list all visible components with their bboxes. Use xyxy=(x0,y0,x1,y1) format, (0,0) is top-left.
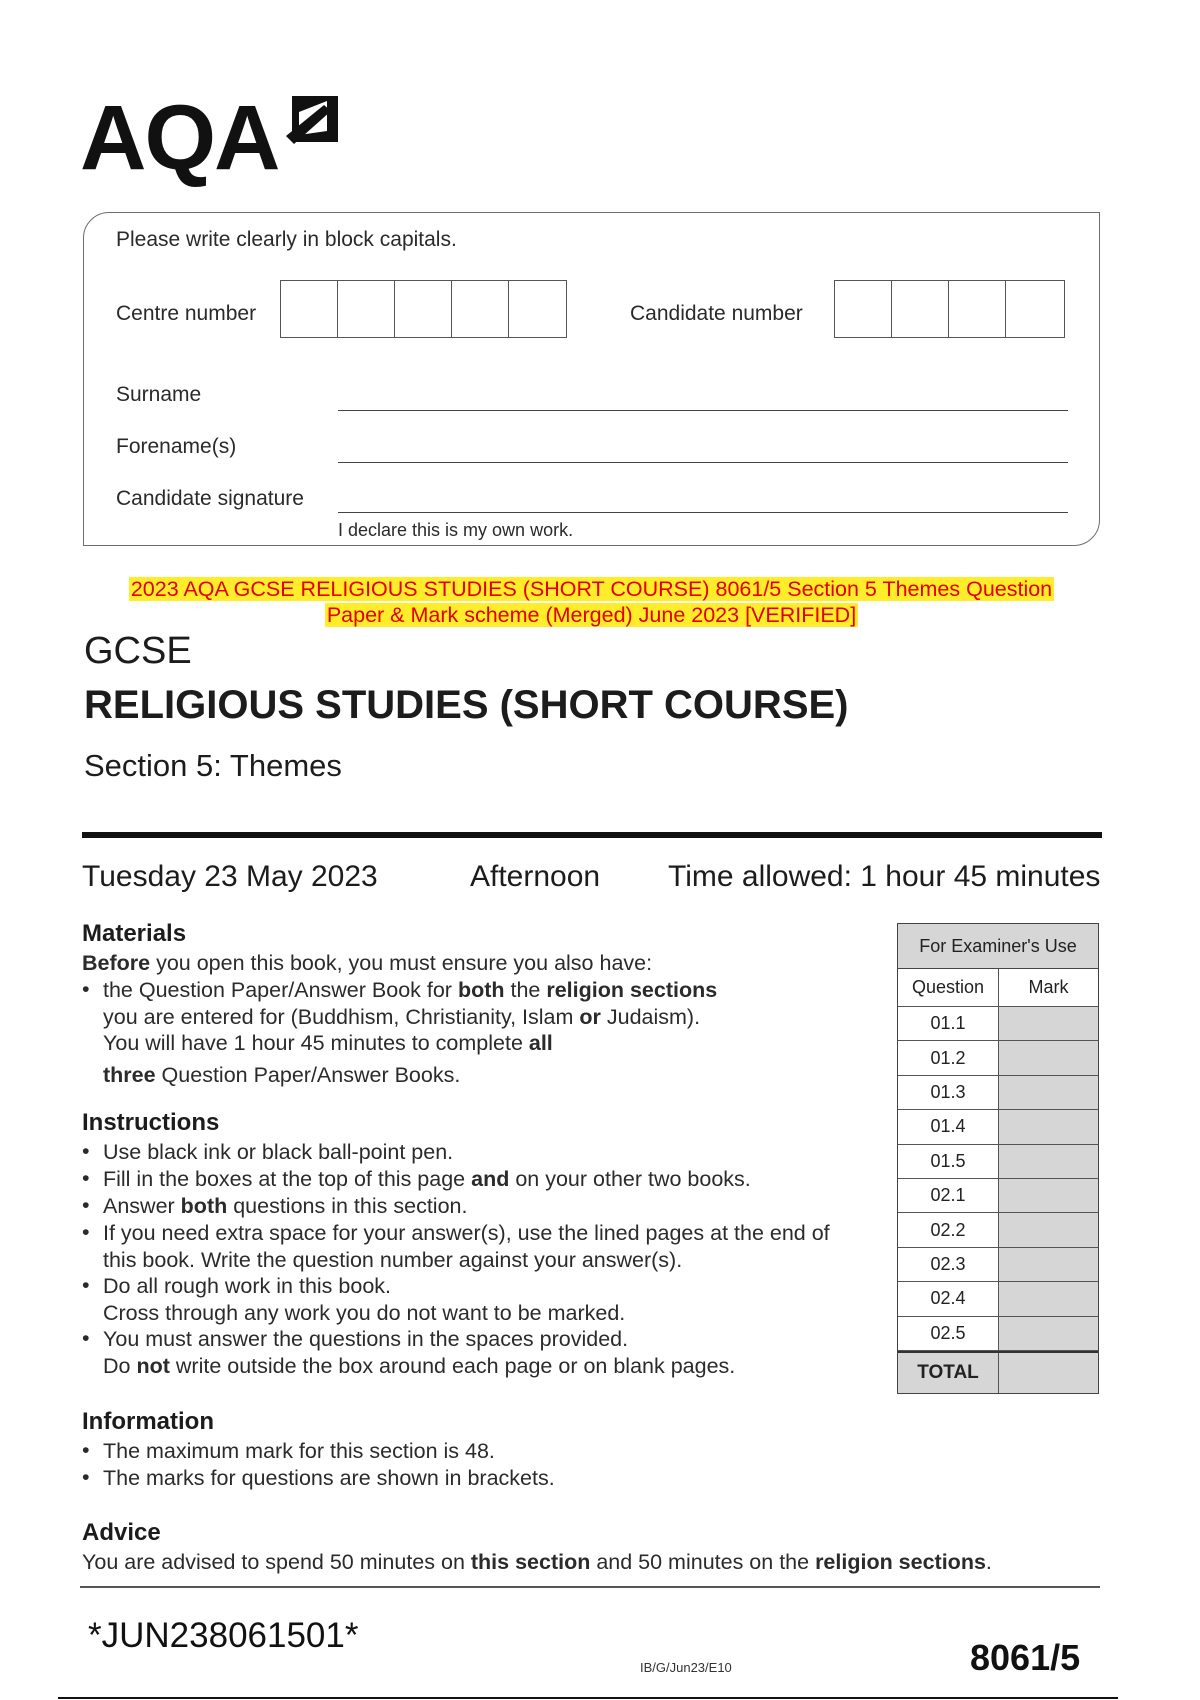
bullet: • xyxy=(82,1193,90,1217)
table-row xyxy=(898,1248,1098,1282)
candidate-number-label: Candidate number xyxy=(630,302,803,325)
text-span: You will have 1 hour 45 minutes to complete xyxy=(103,1031,529,1055)
mark-cell[interactable] xyxy=(999,1145,1098,1178)
question-number: 01.4 xyxy=(898,1110,999,1143)
mark-column-header: Mark xyxy=(999,969,1098,1006)
mark-cell[interactable] xyxy=(999,1076,1098,1109)
text-span: the xyxy=(504,978,547,1002)
text-span: . xyxy=(985,1550,992,1574)
bullet: • xyxy=(82,1220,90,1244)
mark-cell[interactable] xyxy=(999,1213,1098,1246)
materials-intro-bold: Before xyxy=(82,951,151,975)
instruction-item xyxy=(103,1326,735,1379)
text-span: Cross through any work you do not want to be marked. xyxy=(103,1300,626,1325)
materials-intro xyxy=(82,950,652,977)
digit-box[interactable] xyxy=(1006,281,1063,337)
text-span: both xyxy=(180,1194,228,1218)
table-row xyxy=(898,1041,1098,1075)
bullet: • xyxy=(82,1438,90,1462)
qualification-title: GCSE xyxy=(84,630,192,672)
paper-reference: IB/G/Jun23/E10 xyxy=(640,1660,732,1675)
text-span: You must answer the questions in the spaces provided. xyxy=(103,1327,629,1351)
text-span: Fill in the boxes at the top of this page xyxy=(103,1167,472,1191)
forenames-label: Forename(s) xyxy=(116,435,237,458)
digit-box[interactable] xyxy=(509,281,566,337)
text-span: on your other two books. xyxy=(509,1167,751,1191)
bullet: • xyxy=(82,1465,90,1489)
text-span: Answer xyxy=(103,1194,181,1218)
text-span: or xyxy=(579,1004,601,1029)
digit-box[interactable] xyxy=(281,281,338,337)
question-number: 02.2 xyxy=(898,1213,999,1246)
surname-field[interactable] xyxy=(338,410,1068,411)
table-row xyxy=(898,1110,1098,1144)
examiners-use-header: For Examiner's Use xyxy=(898,924,1098,969)
text-span: and 50 minutes on the xyxy=(590,1550,816,1574)
title-divider xyxy=(82,832,1102,838)
table-row xyxy=(898,1007,1098,1041)
mark-cell[interactable] xyxy=(999,1110,1098,1143)
highlighted-paper-title xyxy=(83,576,1100,628)
footer-divider xyxy=(80,1586,1100,1588)
question-number: 01.5 xyxy=(898,1145,999,1178)
text-span: If you need extra space for your answer(s), use the lined pages at the end of xyxy=(103,1221,830,1245)
table-row xyxy=(898,1282,1098,1316)
bullet: • xyxy=(82,1166,90,1190)
digit-box[interactable] xyxy=(835,281,892,337)
time-allowed: Time allowed: 1 hour 45 minutes xyxy=(668,860,1101,893)
digit-box[interactable] xyxy=(452,281,509,337)
centre-number-label: Centre number xyxy=(116,302,257,325)
bullet: • xyxy=(82,1326,90,1350)
table-row xyxy=(898,1145,1098,1179)
text-span: this section xyxy=(470,1550,591,1574)
surname-label: Surname xyxy=(116,383,202,406)
text-span: Do xyxy=(103,1353,137,1378)
exam-date: Tuesday 23 May 2023 xyxy=(82,860,378,893)
mark-cell[interactable] xyxy=(999,1317,1098,1350)
materials-intro-rest: you open this book, you must ensure you also have: xyxy=(150,951,653,975)
aqa-tick-square-icon xyxy=(284,92,342,150)
materials-heading: Materials xyxy=(82,920,187,947)
section-title: Section 5: Themes xyxy=(84,748,342,783)
table-row xyxy=(898,1179,1098,1213)
information-heading: Information xyxy=(82,1408,214,1435)
question-column-header: Question xyxy=(898,969,999,1006)
question-number: 02.5 xyxy=(898,1317,999,1350)
text-span: Judaism). xyxy=(600,1004,701,1029)
text-span: and xyxy=(471,1167,510,1191)
subject-title: RELIGIOUS STUDIES (SHORT COURSE) xyxy=(84,683,849,727)
paper-code: 8061/5 xyxy=(970,1637,1081,1678)
text-span: you are entered for (Buddhism, Christianity, Islam xyxy=(103,1004,580,1029)
text-span: questions in this section. xyxy=(227,1194,468,1218)
bullet: • xyxy=(82,977,90,1001)
highlight-line-2: Paper & Mark scheme (Merged) June 2023 [VERIFIED] xyxy=(326,603,857,627)
text-span: religion sections xyxy=(546,978,718,1002)
text-span: the Question Paper/Answer Book for xyxy=(103,978,458,1002)
aqa-logo: AQA xyxy=(80,87,279,189)
table-header-row xyxy=(898,969,1098,1007)
mark-cell[interactable] xyxy=(999,1007,1098,1040)
text-span: write outside the box around each page or on blank pages. xyxy=(169,1353,736,1378)
total-row xyxy=(898,1351,1098,1393)
question-number: 02.1 xyxy=(898,1179,999,1212)
text-span: Do all rough work in this book. xyxy=(103,1274,392,1298)
centre-number-field[interactable] xyxy=(280,280,567,338)
exam-session: Afternoon xyxy=(470,860,601,893)
information-item: The maximum mark for this section is 48. xyxy=(103,1439,495,1463)
information-item: The marks for questions are shown in brackets. xyxy=(103,1466,555,1490)
digit-box[interactable] xyxy=(949,281,1006,337)
instruction-item xyxy=(103,1193,467,1220)
question-number: 01.2 xyxy=(898,1041,999,1074)
instruction-item xyxy=(103,1220,830,1273)
examiners-use-table xyxy=(897,923,1099,1394)
highlight-line-1: 2023 AQA GCSE RELIGIOUS STUDIES (SHORT COURSE) 8061/5 Section 5 Themes Question xyxy=(130,577,1053,601)
advice-text xyxy=(82,1549,992,1576)
mark-cell[interactable] xyxy=(999,1179,1098,1212)
total-mark-cell[interactable] xyxy=(999,1353,1098,1393)
page-bottom-rule xyxy=(58,1697,1118,1699)
text-span: all xyxy=(528,1031,553,1055)
bullet: • xyxy=(82,1273,90,1297)
signature-field[interactable] xyxy=(338,512,1068,513)
digit-box[interactable] xyxy=(395,281,452,337)
digit-box[interactable] xyxy=(892,281,949,337)
bullet: • xyxy=(82,1139,90,1163)
signature-label: Candidate signature xyxy=(116,487,304,510)
barcode-code: *JUN238061501* xyxy=(88,1616,359,1655)
digit-box[interactable] xyxy=(338,281,395,337)
candidate-number-field[interactable] xyxy=(834,280,1065,338)
instruction-item xyxy=(103,1273,625,1326)
mark-cell[interactable] xyxy=(999,1282,1098,1315)
table-row xyxy=(898,1213,1098,1247)
text-span: You are advised to spend 50 minutes on xyxy=(82,1550,471,1574)
materials-item xyxy=(103,977,717,1088)
mark-cell[interactable] xyxy=(999,1248,1098,1281)
question-number: 01.1 xyxy=(898,1007,999,1040)
table-row xyxy=(898,1076,1098,1110)
block-capitals-instruction: Please write clearly in block capitals. xyxy=(116,228,457,251)
question-number: 02.3 xyxy=(898,1248,999,1281)
text-span: both xyxy=(457,978,505,1002)
question-number: 02.4 xyxy=(898,1282,999,1315)
question-number: 01.3 xyxy=(898,1076,999,1109)
text-span: three xyxy=(103,1062,156,1087)
mark-cell[interactable] xyxy=(999,1041,1098,1074)
table-row xyxy=(898,1317,1098,1351)
text-span: this book. Write the question number against your answer(s). xyxy=(103,1247,683,1272)
advice-heading: Advice xyxy=(82,1519,161,1546)
text-span: not xyxy=(136,1353,170,1378)
instruction-item: Use black ink or black ball-point pen. xyxy=(103,1140,454,1164)
text-span: religion sections xyxy=(815,1550,986,1574)
declaration-text: I declare this is my own work. xyxy=(338,520,574,540)
forenames-field[interactable] xyxy=(338,462,1068,463)
instruction-item xyxy=(103,1166,751,1193)
text-span: Question Paper/Answer Books. xyxy=(155,1062,461,1087)
total-label: TOTAL xyxy=(898,1353,999,1393)
instructions-heading: Instructions xyxy=(82,1109,220,1136)
